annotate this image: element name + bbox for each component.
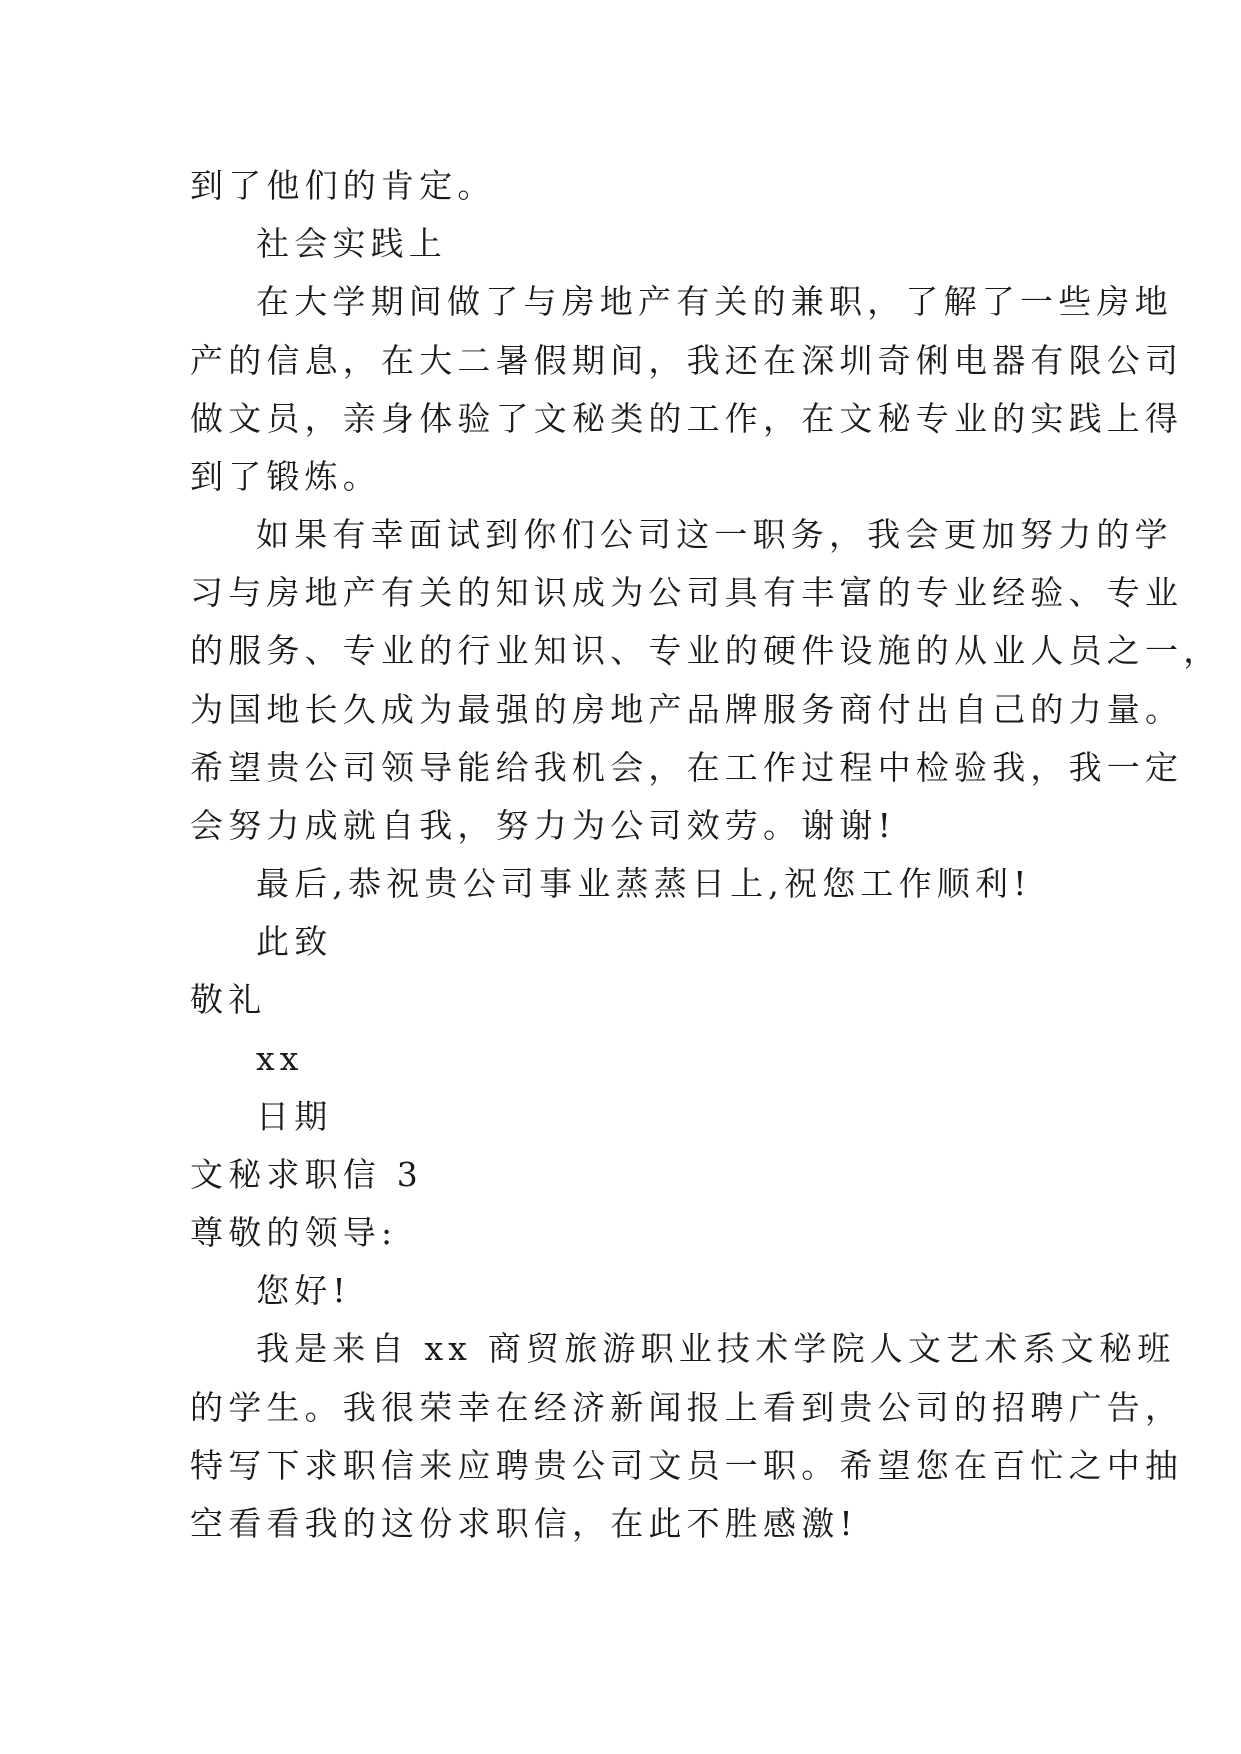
text-line: 习与房地产有关的知识成为公司具有丰富的专业经验、专业 — [190, 573, 1184, 612]
text-line: 空看看我的这份求职信，在此不胜感激! — [190, 1504, 858, 1543]
text-line: 我是来自 xx 商贸旅游职业技术学院人文艺术系文秘班 — [256, 1329, 1176, 1368]
closing-wishes: 最后,恭祝贵公司事业蒸蒸日上,祝您工作顺利! — [256, 864, 1032, 903]
letter-greeting: 尊敬的领导: — [190, 1213, 398, 1252]
text-line: 做文员，亲身体验了文秘类的工作，在文秘专业的实践上得 — [190, 399, 1184, 438]
closing-regards: 敬礼 — [190, 980, 267, 1019]
section-heading-social-practice: 社会实践上 — [256, 224, 447, 263]
text-line: 会努力成就自我，努力为公司效劳。谢谢! — [190, 806, 897, 845]
text-line: 产的信息，在大二暑假期间，我还在深圳奇俐电器有限公司 — [190, 341, 1184, 380]
closing-salutation: 此致 — [256, 922, 333, 961]
text-line: 希望贵公司领导能给我机会，在工作过程中检验我，我一定 — [190, 748, 1184, 787]
text-line: 为国地长久成为最强的房地产品牌服务商付出自己的力量。 — [190, 690, 1184, 729]
text-line: 在大学期间做了与房地产有关的兼职，了解了一些房地 — [256, 282, 1173, 321]
signature-date: 日期 — [256, 1097, 333, 1136]
letter-title: 文秘求职信 3 — [190, 1155, 423, 1194]
letter-hello: 您好! — [256, 1271, 351, 1310]
text-line: 的服务、专业的行业知识、专业的硬件设施的从业人员之一， — [190, 631, 1222, 670]
signature-name: xx — [256, 1039, 304, 1078]
text-line: 特写下求职信来应聘贵公司文员一职。希望您在百忙之中抽 — [190, 1446, 1184, 1485]
text-line: 到了锻炼。 — [190, 457, 381, 496]
text-line: 的学生。我很荣幸在经济新闻报上看到贵公司的招聘广告， — [190, 1388, 1184, 1427]
text-line: 如果有幸面试到你们公司这一职务，我会更加努力的学 — [256, 515, 1173, 554]
text-line: 到了他们的肯定。 — [190, 166, 496, 205]
